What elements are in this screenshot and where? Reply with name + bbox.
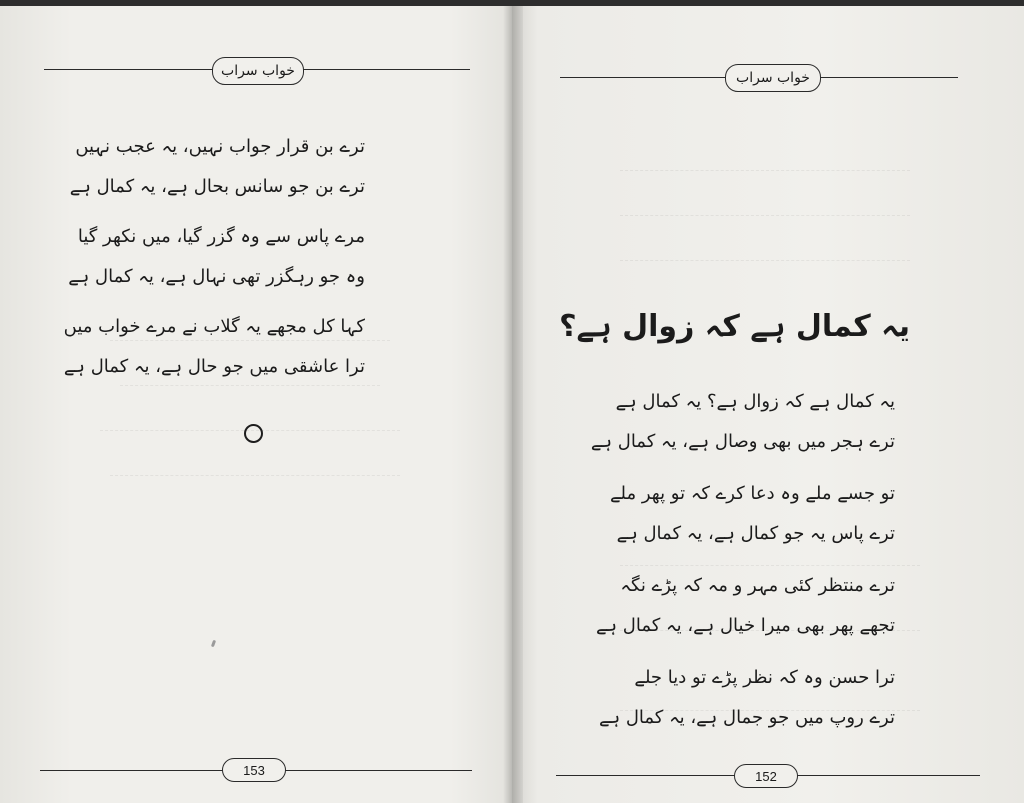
right-poem — [590, 391, 895, 749]
book-gutter — [503, 6, 523, 803]
verse-line: یہ کمال ہے کہ زوال ہے؟ یہ کمال ہے — [615, 391, 895, 412]
right-page-number: 152 — [734, 764, 798, 788]
verse-line: ترے پاس یہ جو کمال ہے، یہ کمال ہے — [616, 523, 895, 544]
right-header-title: خواب سراب — [725, 64, 821, 92]
poem-title: یہ کمال ہے کہ زوال ہے؟ — [559, 309, 910, 344]
verse-line: ترے منتظر کئی مہر و مہ کہ پڑے نگہ — [620, 575, 895, 596]
verse-line: ترے روپ میں جو جمال ہے، یہ کمال ہے — [599, 707, 895, 728]
verse-line: ترا عاشقی میں جو حال ہے، یہ کمال ہے — [63, 356, 365, 377]
verse-line: تجھے پھر بھی میرا خیال ہے، یہ کمال ہے — [595, 615, 895, 636]
verse-line: تو جسے ملے وہ دعا کرے کہ تو پھر ملے — [609, 483, 895, 504]
left-page-number: 153 — [222, 758, 286, 782]
verse-line: کہا کل مجھے یہ گلاب نے مرے خواب میں — [63, 316, 365, 337]
verse-line: مرے پاس سے وہ گزر گیا، میں نکھر گیا — [77, 226, 365, 247]
left-page — [0, 6, 512, 803]
left-poem — [63, 136, 365, 398]
verse-line: ترا حسن وہ کہ نظر پڑے تو دیا جلے — [634, 667, 895, 688]
verse-line: ترے ہجر میں بھی وصال ہے، یہ کمال ہے — [590, 431, 895, 452]
verse-line: ترے بن جو سانس بحال ہے، یہ کمال ہے — [69, 176, 365, 197]
left-header-title: خواب سراب — [212, 57, 304, 85]
verse-line: ترے بن قرار جواب نہیں، یہ عجب نہیں — [75, 136, 365, 157]
poem-end-circle-icon — [244, 424, 263, 443]
verse-line: وہ جو رہگزر تھی نہال ہے، یہ کمال ہے — [68, 266, 365, 287]
